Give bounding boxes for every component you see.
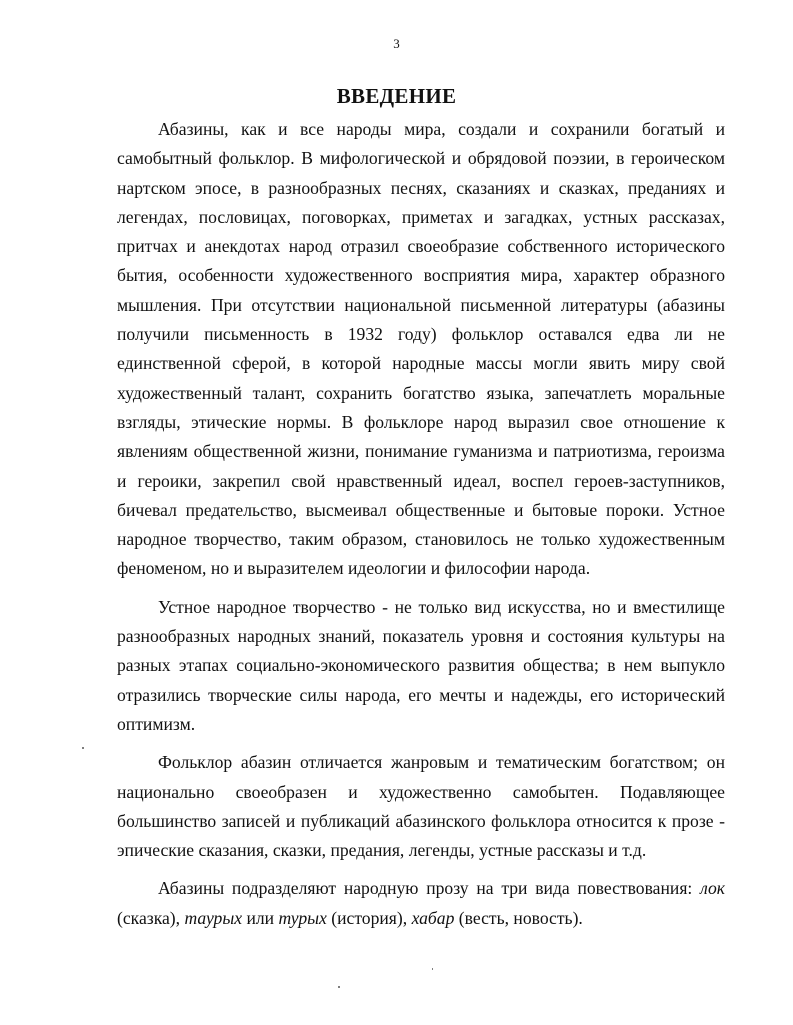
text-fragment: (весть, новость). (454, 907, 583, 928)
paragraph-genres: Фольклор абазин отличается жанровым и тематическим богатством; он национально своеобразен и художественно самобытен. Подавляющее большинство записей и публикаций абазинского фольклора относится к прозе - эпические сказания, сказки, предания, легенды, устные рассказы и т.д. (117, 752, 725, 861)
paragraph-prose-types (117, 874, 725, 933)
text-fragment: или (242, 907, 279, 928)
document-body (117, 115, 725, 942)
term-khabar: хабар (411, 907, 455, 928)
text-fragment: (сказка), (117, 907, 185, 928)
paragraph-intro: Абазины, как и все народы мира, создали и сохранили богатый и самобытный фольклор. В мифологической и обрядовой поэзии, в героическом нартском эпосе, в разнообразных песнях, сказаниях и сказках, преданиях и легендах, пословицах, поговорках, приметах и загадках, устных рассказах, притчах и анекдотах народ отразил своеобразие собственного исторического бытия, особенности художественного восприятия мира, характер образного мышления. При отсутствии национальной письменной литературы (абазины получили письменность в 1932 году) фольклор оставался едва ли не единственной сферой, в которой народные массы могли явить миру свой художественный талант, сохранить богатство языка, запечатлеть моральные взгляды, этические нормы. В фольклоре народ выразил свое отношение к явлениям общественной жизни, понимание гуманизма и патриотизма, героизма и героики, закрепил свой нравственный идеал, воспел героев-заступников, бичевал предательство, высмеивал общественные и бытовые пороки. Устное народное творчество, таким образом, становилось не только художественным феноменом, но и выразителем идеологии и философии народа. (117, 119, 725, 579)
scan-speck (82, 747, 84, 749)
term-taurykh: таурых (184, 907, 243, 928)
scan-speck (432, 968, 433, 970)
term-turykh: турых (278, 907, 327, 928)
page-number: 3 (393, 36, 400, 51)
paragraph-folk-art: Устное народное творчество - не только вид искусства, но и вместилище разнообразных народных знаний, показатель уровня и состояния культуры на разных этапах социально-экономического развития общества; в нем выпукло отразились творческие силы народа, его мечты и надежды, его исторический оптимизм. (117, 596, 725, 734)
text-fragment: (история), (326, 907, 412, 928)
scan-speck (338, 986, 340, 988)
term-lok: лок (700, 878, 725, 899)
text-fragment: Абазины подразделяют народную прозу на три вида повествования: (158, 878, 701, 899)
page-title: ВВЕДЕНИЕ (336, 84, 457, 108)
